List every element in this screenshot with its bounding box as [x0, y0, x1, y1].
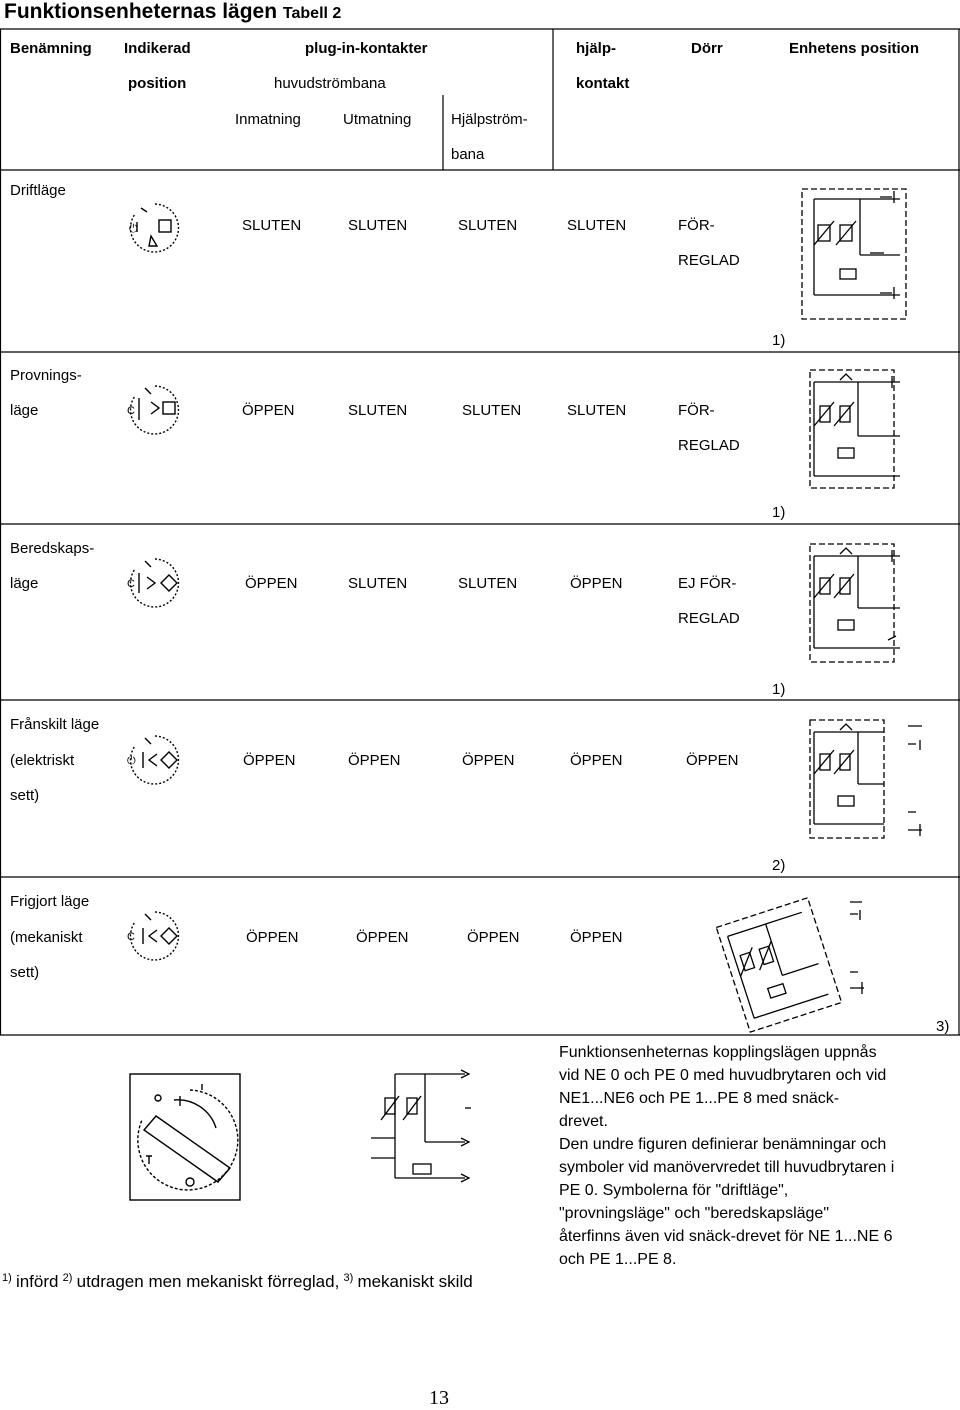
row-value-hjalpkontakt: SLUTEN	[567, 402, 627, 419]
row-note: 1)	[772, 504, 786, 521]
row-name-line1: Beredskaps-	[10, 540, 95, 557]
row-name-line1: Driftläge	[10, 182, 66, 199]
description-line: vid NE 0 och PE 0 med huvudbrytaren och vid	[559, 1067, 887, 1084]
header-indikerad: Indikerad	[124, 40, 191, 57]
row-value-inmatning: ÖPPEN	[246, 929, 299, 946]
description-line: drevet.	[559, 1113, 608, 1130]
svg-text:C: C	[127, 405, 135, 417]
header-plugin: plug-in-kontakter	[305, 40, 428, 57]
row-door-line2: REGLAD	[678, 437, 740, 454]
description-line: symboler vid manövervredet till huvudbrytaren i	[559, 1159, 895, 1176]
description-line: Funktionsenheternas kopplingslägen uppnås	[559, 1044, 877, 1061]
row-door-line1: FÖR-	[678, 217, 715, 234]
svg-text:⏻: ⏻	[129, 223, 138, 235]
row-note: 2)	[772, 857, 786, 874]
row-value-hjalpstrom: ÖPPEN	[462, 752, 515, 769]
main-switch-circuit-figure	[365, 1068, 485, 1208]
row-value-utmatning: ÖPPEN	[348, 752, 401, 769]
row-value-hjalpkontakt: ÖPPEN	[570, 575, 623, 592]
circuit-diagram	[800, 366, 910, 496]
header-hjalp-1: hjälp-	[576, 40, 616, 57]
row-value-inmatning: ÖPPEN	[242, 402, 295, 419]
page-number: 13	[429, 1387, 449, 1409]
header-utmatning: Utmatning	[343, 111, 412, 128]
test-position-symbol	[125, 380, 185, 440]
title-text: Funktionsenheternas lägen	[4, 0, 278, 23]
row-value-utmatning: ÖPPEN	[356, 929, 409, 946]
row-value-hjalpstrom: SLUTEN	[458, 217, 518, 234]
row-value-hjalpkontakt: SLUTEN	[567, 217, 627, 234]
row-door-line2: REGLAD	[678, 610, 740, 627]
standby-position-symbol	[125, 553, 185, 613]
main-switch-handle-figure	[120, 1060, 260, 1210]
row-name-line3: sett)	[10, 964, 40, 981]
row-value-inmatning: SLUTEN	[242, 217, 302, 234]
row-value-inmatning: ÖPPEN	[245, 575, 298, 592]
row-value-utmatning: SLUTEN	[348, 575, 408, 592]
row-name-line3: sett)	[10, 787, 40, 804]
row-value-inmatning: ÖPPEN	[243, 752, 296, 769]
footnote-2-text: utdragen men mekaniskt förreglad,	[76, 1272, 340, 1291]
description-line: "provningsläge" och "beredskapsläge"	[559, 1205, 829, 1222]
circuit-diagram	[800, 540, 910, 670]
description-line: NE1...NE6 och PE 1...PE 8 med snäck-	[559, 1090, 840, 1107]
released-position-symbol	[125, 906, 185, 966]
row-name-line2: (elektriskt	[10, 752, 75, 769]
operating-position-symbol	[125, 198, 185, 258]
description-line: och PE 1...PE 8.	[559, 1251, 677, 1268]
footnote-1-text: införd	[15, 1272, 59, 1291]
row-door-line2: REGLAD	[678, 252, 740, 269]
header-position: position	[128, 75, 187, 92]
row-name-line1: Frigjort läge	[10, 893, 90, 910]
footnote-3-marker: 3)	[343, 1272, 354, 1284]
row-note: 1)	[772, 681, 786, 698]
description-line: Den undre figuren definierar benämningar och	[559, 1136, 887, 1153]
circuit-diagram	[800, 716, 930, 846]
header-benamning: Benämning	[10, 40, 92, 57]
circuit-diagram	[800, 185, 910, 325]
description-paragraph	[559, 1041, 959, 1271]
row-value-hjalpkontakt: ÖPPEN	[570, 929, 623, 946]
row-door-line1: EJ FÖR-	[678, 575, 737, 592]
header-inmatning: Inmatning	[235, 111, 301, 128]
svg-text:C: C	[127, 578, 135, 590]
row-value-utmatning: SLUTEN	[348, 402, 408, 419]
row-name-line2: läge	[10, 402, 39, 419]
header-hjalpstrom-1: Hjälpström-	[451, 111, 528, 128]
isolated-position-symbol	[125, 730, 185, 790]
svg-text:C: C	[127, 931, 135, 943]
description-line: återfinns även vid snäck-drevet för NE 1...NE 6	[559, 1228, 893, 1245]
row-value-hjalpstrom: SLUTEN	[462, 402, 522, 419]
header-huvudstrombana: huvudströmbana	[274, 75, 386, 92]
row-value-hjalpkontakt: ÖPPEN	[570, 752, 623, 769]
row-name-line2: (mekaniskt	[10, 929, 83, 946]
row-name-line2: läge	[10, 575, 39, 592]
footnote-2-marker: 2)	[62, 1272, 73, 1284]
row-value-hjalpstrom: ÖPPEN	[467, 929, 520, 946]
row-door-line1: FÖR-	[678, 402, 715, 419]
row-name-line1: Provnings-	[10, 367, 82, 384]
row-note: 3)	[936, 1018, 950, 1035]
footnote-3-text: mekaniskt skild	[357, 1272, 473, 1291]
footnote-1-marker: 1)	[2, 1272, 12, 1284]
table-label: Tabell 2	[282, 5, 342, 22]
header-hjalpstrom-2: bana	[451, 146, 485, 163]
row-value-hjalpstrom: SLUTEN	[458, 575, 518, 592]
row-name-line1: Frånskilt läge	[10, 716, 100, 733]
footnotes	[2, 1272, 473, 1292]
row-note: 1)	[772, 332, 786, 349]
header-hjalp-2: kontakt	[576, 75, 630, 92]
row-door-line1: ÖPPEN	[686, 752, 739, 769]
header-enhet: Enhetens position	[789, 40, 920, 57]
row-value-utmatning: SLUTEN	[348, 217, 408, 234]
circuit-diagram	[712, 888, 872, 1038]
header-dorr: Dörr	[691, 40, 723, 57]
description-line: PE 0. Symbolerna för "driftläge",	[559, 1182, 789, 1199]
svg-text:⏻: ⏻	[127, 755, 136, 767]
